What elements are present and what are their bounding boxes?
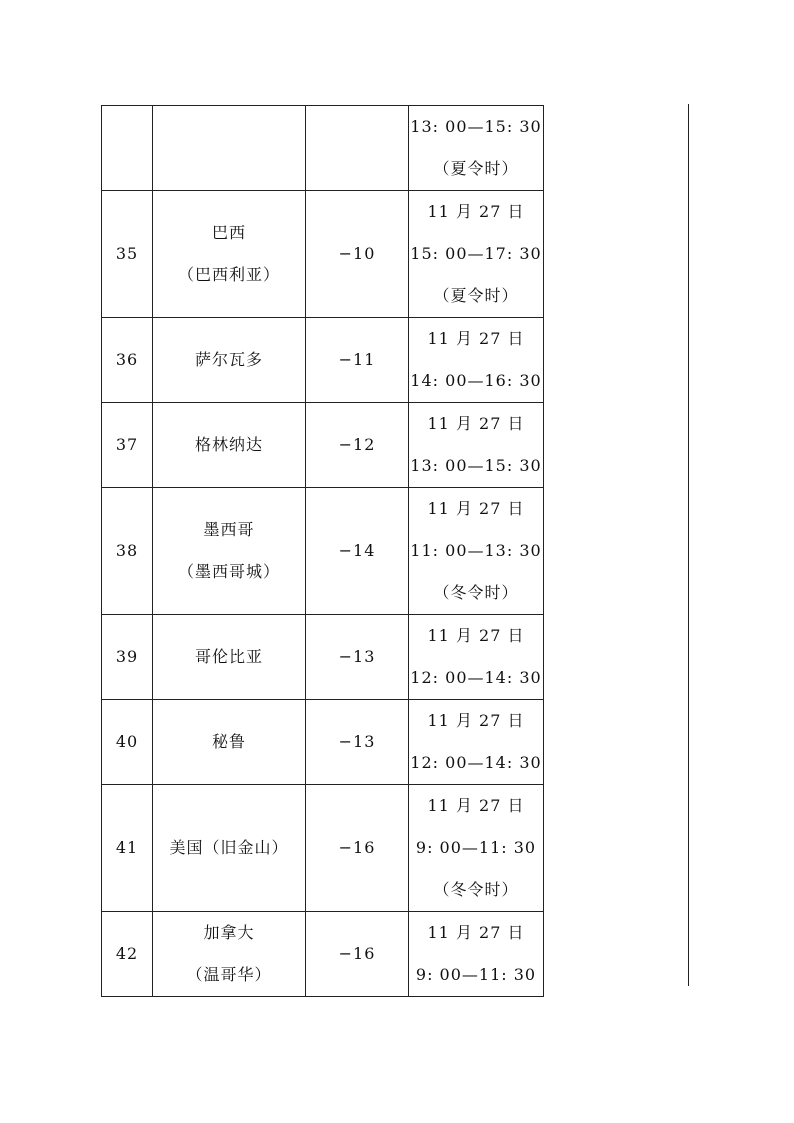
- row-number: 42: [102, 912, 153, 997]
- schedule-table: [101, 105, 544, 997]
- time-offset: −12: [306, 403, 409, 488]
- local-time-line: （夏令时）: [433, 159, 519, 178]
- page-margin-line: [688, 104, 689, 986]
- table-row: [102, 106, 544, 191]
- local-time-line: （冬令时）: [433, 583, 519, 602]
- local-time-line: 9: 00—11: 30: [415, 838, 537, 857]
- time-offset: [306, 106, 409, 191]
- local-time-cell: [409, 403, 544, 488]
- country-cell: [153, 615, 306, 700]
- local-time-line: 11 月 27 日: [427, 626, 525, 645]
- table-row: [102, 403, 544, 488]
- time-offset: −16: [306, 785, 409, 912]
- country-name-line: 墨西哥: [203, 520, 255, 539]
- country-cell: [153, 912, 306, 997]
- country-cell: [153, 191, 306, 318]
- local-time-line: 14: 00—16: 30: [410, 371, 542, 390]
- row-number: 36: [102, 318, 153, 403]
- country-name-line: 秘鲁: [211, 732, 246, 751]
- country-cell: [153, 403, 306, 488]
- local-time-cell: [409, 106, 544, 191]
- table-row: [102, 700, 544, 785]
- local-time-cell: [409, 615, 544, 700]
- local-time-cell: [409, 191, 544, 318]
- table-row: [102, 191, 544, 318]
- time-offset: −14: [306, 488, 409, 615]
- table-row: [102, 785, 544, 912]
- country-cell: [153, 785, 306, 912]
- time-offset: −11: [306, 318, 409, 403]
- country-cell: [153, 700, 306, 785]
- table-row: [102, 318, 544, 403]
- local-time-line: 11 月 27 日: [427, 414, 525, 433]
- row-number: 40: [102, 700, 153, 785]
- country-cell: [153, 488, 306, 615]
- time-offset: −13: [306, 615, 409, 700]
- local-time-line: 11 月 27 日: [427, 796, 525, 815]
- country-name-line: （巴西利亚）: [177, 265, 280, 284]
- country-name-line: 哥伦比亚: [194, 647, 263, 666]
- local-time-line: （冬令时）: [433, 880, 519, 899]
- country-name-line: 美国（旧金山）: [169, 838, 289, 857]
- country-name-line: （墨西哥城）: [177, 562, 280, 581]
- country-name-line: 萨尔瓦多: [194, 350, 263, 369]
- row-number: 39: [102, 615, 153, 700]
- row-number: 35: [102, 191, 153, 318]
- local-time-cell: [409, 785, 544, 912]
- row-number: 37: [102, 403, 153, 488]
- schedule-table-body: [102, 106, 544, 997]
- local-time-line: 11: 00—13: 30: [410, 541, 542, 560]
- local-time-cell: [409, 488, 544, 615]
- country-name-line: 巴西: [211, 223, 246, 242]
- row-number: 38: [102, 488, 153, 615]
- local-time-line: （夏令时）: [433, 286, 519, 305]
- local-time-cell: [409, 318, 544, 403]
- time-offset: −13: [306, 700, 409, 785]
- table-row: [102, 488, 544, 615]
- local-time-cell: [409, 912, 544, 997]
- row-number: [102, 106, 153, 191]
- country-cell: [153, 106, 306, 191]
- time-offset: −10: [306, 191, 409, 318]
- local-time-cell: [409, 700, 544, 785]
- country-name-line: 格林纳达: [194, 435, 263, 454]
- local-time-line: 11 月 27 日: [427, 499, 525, 518]
- table-row: [102, 912, 544, 997]
- time-offset: −16: [306, 912, 409, 997]
- table-row: [102, 615, 544, 700]
- local-time-line: 11 月 27 日: [427, 202, 525, 221]
- local-time-line: 11 月 27 日: [427, 711, 525, 730]
- local-time-line: 12: 00—14: 30: [410, 753, 542, 772]
- local-time-line: 13: 00—15: 30: [410, 456, 542, 475]
- country-cell: [153, 318, 306, 403]
- country-name-line: （温哥华）: [186, 965, 272, 984]
- local-time-line: 12: 00—14: 30: [410, 668, 542, 687]
- local-time-line: 11 月 27 日: [427, 923, 525, 942]
- local-time-line: 15: 00—17: 30: [410, 244, 542, 263]
- local-time-line: 13: 00—15: 30: [410, 117, 542, 136]
- local-time-line: 11 月 27 日: [427, 329, 525, 348]
- row-number: 41: [102, 785, 153, 912]
- local-time-line: 9: 00—11: 30: [415, 965, 537, 984]
- country-name-line: 加拿大: [203, 923, 255, 942]
